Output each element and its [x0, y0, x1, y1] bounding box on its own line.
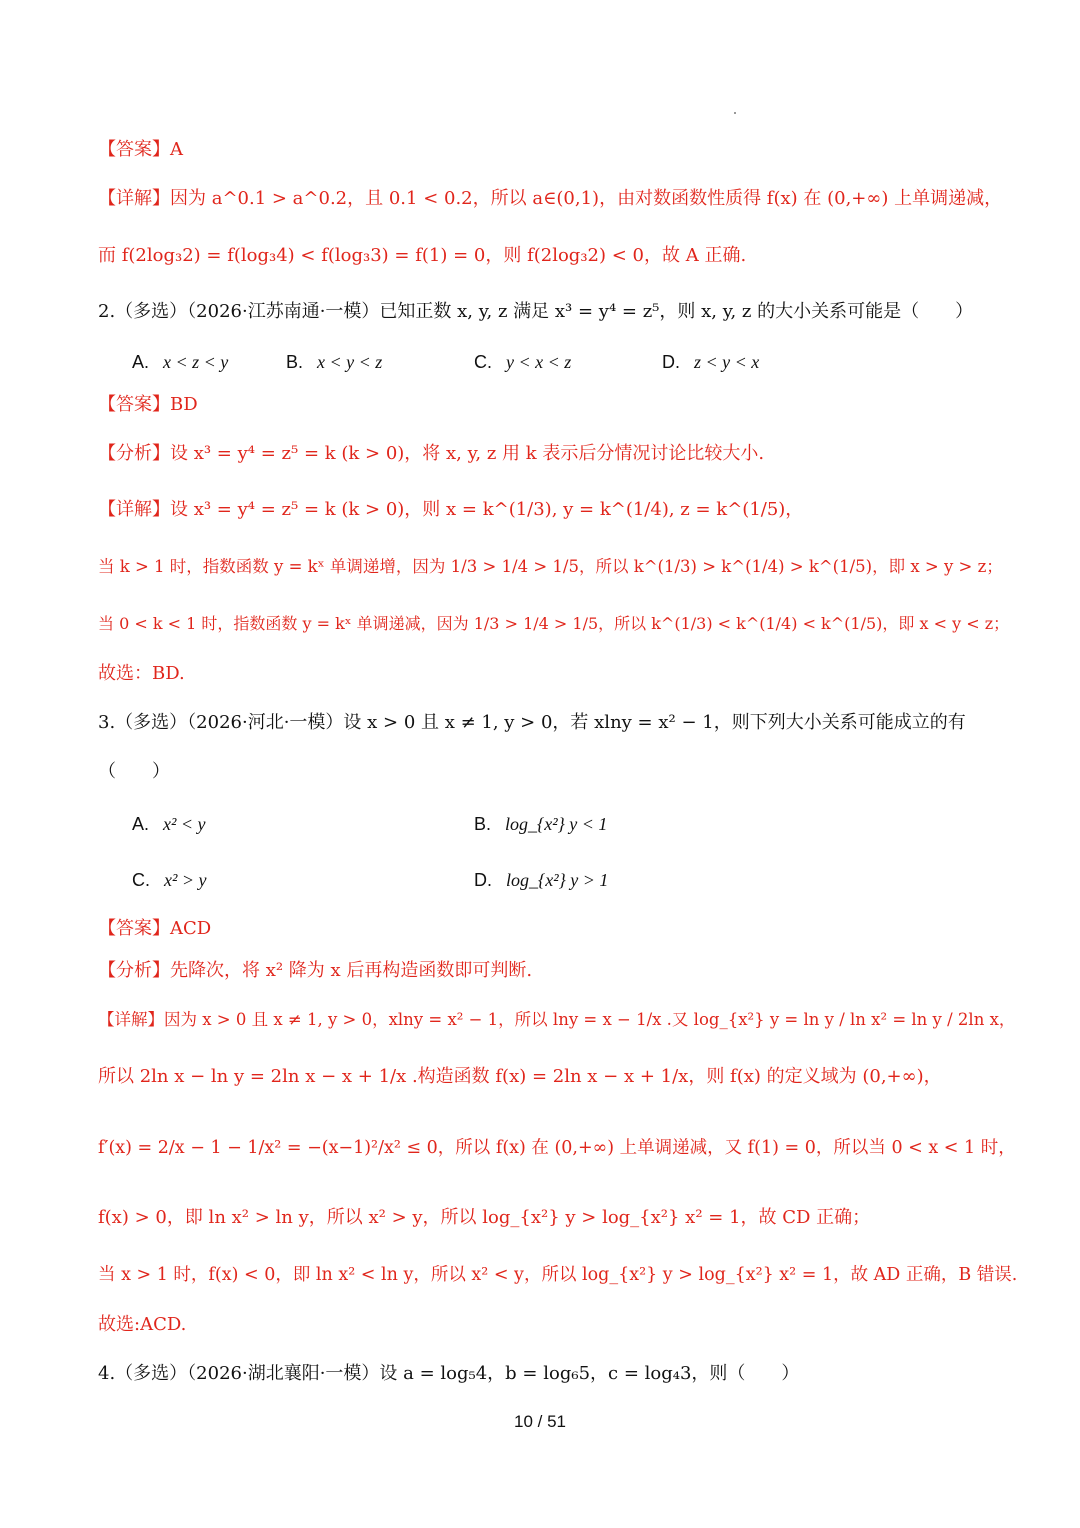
q2-option-d — [662, 349, 759, 376]
page-number: 10 / 51 — [514, 1412, 566, 1431]
q2-option-a — [132, 349, 228, 376]
option-text: y < x < z — [506, 352, 572, 372]
option-text: x < z < y — [163, 352, 229, 372]
q3-option-b — [474, 811, 607, 838]
answer-2: 【答案】BD — [98, 394, 198, 415]
detail-3-line-5: 当 x > 1 时，f(x) < 0，即 ln x² < ln y，所以 x² < y，所以 log_{x²} y > log_{x²} x² = 1，故 AD 正确，B 错误. — [98, 1265, 1018, 1285]
option-label: C. — [474, 352, 492, 372]
question-4: 4.（多选）（2026·湖北襄阳·一模）设 a = log₅4，b = log₆5，c = log₄3，则（ ） — [98, 1363, 800, 1384]
question-3-blank: （ ） — [98, 761, 170, 782]
detail-1-line-1: 【详解】因为 a^0.1 > a^0.2，且 0.1 < 0.2，所以 a∈(0,1)，由对数函数性质得 f(x) 在 (0,+∞) 上单调递减， — [98, 188, 1003, 209]
q3-option-c — [132, 867, 207, 894]
option-label: A. — [132, 814, 150, 834]
answer-3: 【答案】ACD — [98, 918, 212, 939]
detail-2-line-2: 当 k > 1 时，指数函数 y = kˣ 单调递增，因为 1/3 > 1/4 > 1/5，所以 k^(1/3) > k^(1/4) > k^(1/5)，即 x > y > z； — [98, 557, 1003, 576]
q3-option-d — [474, 867, 608, 894]
detail-3-line-1: 【详解】因为 x > 0 且 x ≠ 1, y > 0，xlny = x² − 1，所以 lny = x − 1/x .又 log_{x²} y = ln y / ln x² = ln y / 2ln x， — [98, 1010, 1016, 1029]
conclusion-2: 故选：BD. — [98, 663, 185, 684]
option-text: x < y < z — [317, 352, 383, 372]
q2-option-b — [286, 349, 382, 376]
option-text: x² < y — [163, 814, 206, 834]
option-text: x² > y — [164, 870, 207, 890]
option-text: log_{x²} y < 1 — [505, 814, 608, 834]
detail-1-line-2: 而 f(2log₃2) = f(log₃4) < f(log₃3) = f(1) = 0，则 f(2log₃2) < 0，故 A 正确. — [98, 245, 747, 266]
option-label: B. — [474, 814, 492, 834]
detail-3-line-4: f(x) > 0，即 ln x² > ln y，所以 x² > y，所以 log_{x²} y > log_{x²} x² = 1，故 CD 正确； — [98, 1207, 871, 1228]
analysis-3: 【分析】先降次，将 x² 降为 x 后再构造函数即可判断. — [98, 960, 533, 981]
option-label: B. — [286, 352, 304, 372]
question-2: 2.（多选）（2026·江苏南通·一模）已知正数 x, y, z 满足 x³ = y⁴ = z⁵，则 x, y, z 的大小关系可能是（ ） — [98, 301, 974, 322]
detail-3-line-2: 所以 2ln x − ln y = 2ln x − x + 1/x .构造函数 f(x) = 2ln x − x + 1/x，则 f(x) 的定义域为 (0,+∞)， — [98, 1066, 942, 1087]
question-3: 3.（多选）（2026·河北·一模）设 x > 0 且 x ≠ 1, y > 0，若 xlny = x² − 1，则下列大小关系可能成立的有 — [98, 712, 966, 733]
analysis-2: 【分析】设 x³ = y⁴ = z⁵ = k (k > 0)，将 x, y, z 用 k 表示后分情况讨论比较大小. — [98, 443, 765, 464]
option-label: A. — [132, 352, 150, 372]
option-label: C. — [132, 870, 150, 890]
detail-2-line-1: 【详解】设 x³ = y⁴ = z⁵ = k (k > 0)，则 x = k^(1/3), y = k^(1/4), z = k^(1/5)， — [98, 499, 804, 520]
option-label: D. — [474, 870, 492, 890]
answer-1: 【答案】A — [98, 139, 183, 160]
conclusion-3: 故选:ACD. — [98, 1314, 187, 1335]
detail-3-line-3: f′(x) = 2/x − 1 − 1/x² = −(x−1)²/x² ≤ 0，所以 f(x) 在 (0,+∞) 上单调递减，又 f(1) = 0，所以当 0 < x < 1 时， — [98, 1138, 1016, 1158]
option-label: D. — [662, 352, 680, 372]
q3-option-a — [132, 811, 206, 838]
option-text: log_{x²} y > 1 — [506, 870, 609, 890]
option-text: z < y < x — [694, 352, 760, 372]
q2-option-c — [474, 349, 571, 376]
detail-2-line-3: 当 0 < k < 1 时，指数函数 y = kˣ 单调递减，因为 1/3 > 1/4 > 1/5，所以 k^(1/3) < k^(1/4) < k^(1/5)，即 x < y < z； — [98, 614, 1010, 633]
scan-speck — [734, 112, 736, 114]
